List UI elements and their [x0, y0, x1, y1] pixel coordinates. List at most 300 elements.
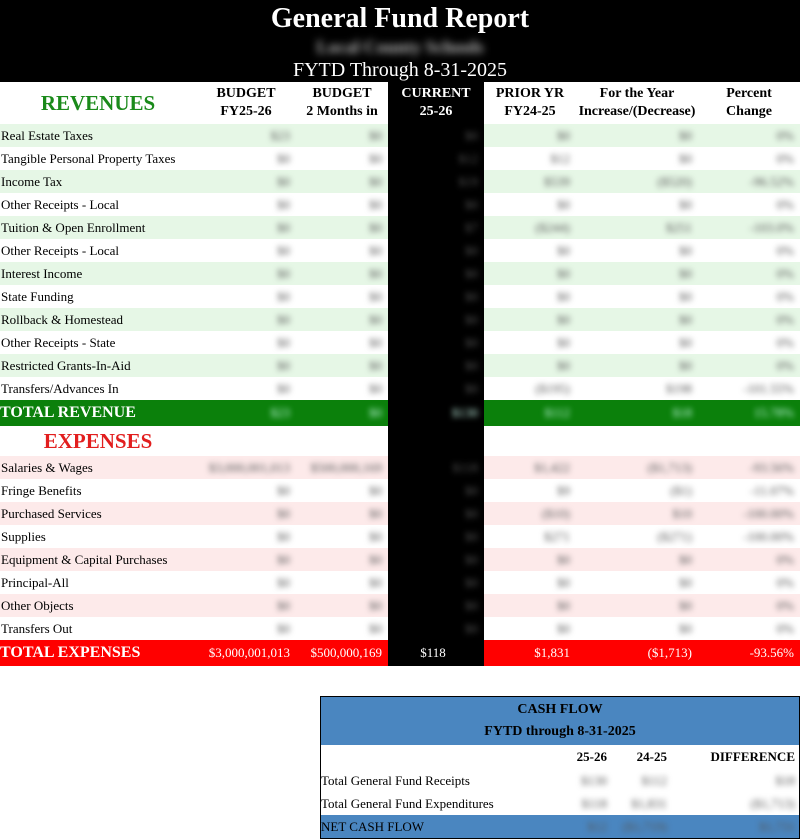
expense-row-value [484, 525, 576, 548]
cash-flow-row-label: Total General Fund Expenditures [321, 796, 494, 811]
revenue-row-value [296, 147, 388, 170]
expense-row-value [698, 525, 800, 548]
revenue-row-value-text: $0 [277, 289, 290, 304]
expense-row-value [196, 502, 296, 525]
revenue-row [0, 216, 800, 239]
expenses-heading-row [0, 426, 800, 456]
cash-flow-period: FYTD through 8-31-2025 [321, 721, 799, 745]
revenue-row-value [388, 239, 484, 262]
expense-row-value-text: $0 [465, 575, 478, 590]
expense-row-value [576, 571, 698, 594]
revenue-row-value-text: $0 [277, 358, 290, 373]
expense-row-value-text: $0 [277, 529, 290, 544]
revenue-row-value [698, 239, 800, 262]
revenue-row-value [484, 124, 576, 147]
revenue-row-value [576, 216, 698, 239]
cash-flow-row-value [671, 815, 799, 838]
expense-row-label: Equipment & Capital Purchases [1, 552, 168, 567]
revenue-row-value-text: $0 [679, 358, 692, 373]
col-year-change-text: For the Year Increase/(Decrease) [578, 86, 696, 119]
expense-row-value-text: $0 [369, 552, 382, 567]
revenue-row-value-text: $0 [557, 128, 570, 143]
expense-row-value [388, 479, 484, 502]
expense-row-value [698, 617, 800, 640]
column-header-row [0, 82, 800, 124]
revenue-row-value-text: $0 [369, 151, 382, 166]
total-revenue-label: TOTAL REVENUE [0, 400, 196, 426]
revenue-row-value [576, 331, 698, 354]
total-expenses-budget-months: $500,000,169 [296, 640, 388, 666]
cash-flow-header-blank [321, 745, 559, 769]
expense-row-value [196, 617, 296, 640]
total-expenses-change: ($1,713) [576, 640, 698, 666]
revenue-row-value [296, 124, 388, 147]
revenue-row-value-text: $0 [465, 312, 478, 327]
total-expenses-current: $118 [388, 640, 484, 666]
revenue-row-label: Transfers/Advances In [1, 381, 119, 396]
revenue-row-value [388, 262, 484, 285]
revenue-row-value-text: 0% [776, 197, 794, 212]
expense-row-value [576, 594, 698, 617]
revenue-row-value [576, 239, 698, 262]
expense-row-value-text: $10 [672, 506, 692, 521]
expense-row-label: Other Objects [1, 598, 74, 613]
report-period: FYTD Through 8-31-2025 [292, 59, 508, 81]
cash-flow-row-value [559, 769, 611, 792]
revenue-row-value-text: $7 [465, 220, 478, 235]
expenses-heading: EXPENSES [43, 428, 153, 453]
cash-flow-row-label: NET CASH FLOW [321, 815, 559, 838]
revenue-row-value [484, 193, 576, 216]
expense-row-value [196, 525, 296, 548]
expense-row-value-text: $0 [679, 575, 692, 590]
revenue-row-value-text: 0% [776, 289, 794, 304]
expense-row-value [296, 548, 388, 571]
revenue-row-value [388, 308, 484, 331]
expense-row-value [576, 479, 698, 502]
revenue-row-label: Tangible Personal Property Taxes [1, 151, 176, 166]
expense-row [0, 456, 800, 479]
revenue-row-value-text: -101.55% [743, 381, 794, 396]
cash-flow-row [321, 815, 799, 838]
revenue-row-value [698, 170, 800, 193]
revenue-row-value [296, 239, 388, 262]
revenue-row-value-text: $0 [679, 335, 692, 350]
revenue-row-value [296, 170, 388, 193]
revenue-row-value-text: $0 [679, 289, 692, 304]
expense-row-value-text: $0 [369, 598, 382, 613]
expense-row-value [388, 456, 484, 479]
expense-row-value-text: $0 [369, 529, 382, 544]
cash-flow-row-value [611, 792, 671, 815]
expense-row-value-text: 0% [776, 575, 794, 590]
revenue-row-value [196, 239, 296, 262]
expense-row-label: Principal-All [1, 575, 69, 590]
revenue-row-value [698, 377, 800, 400]
revenue-row-value-text: $198 [666, 381, 692, 396]
col-percent [698, 82, 800, 124]
total-revenue-prior-value: $112 [544, 405, 570, 420]
revenue-row-value-text: $0 [369, 312, 382, 327]
expense-row-value-text: $0 [277, 621, 290, 636]
revenue-row-value [388, 216, 484, 239]
total-revenue-change-value: $18 [672, 405, 692, 420]
revenue-row-value-text: $0 [369, 335, 382, 350]
expense-row-value-text: $0 [557, 552, 570, 567]
revenue-row-value-text: $12 [550, 151, 570, 166]
expense-row-value-text: 0% [776, 598, 794, 613]
revenue-row-value [576, 262, 698, 285]
revenue-row-value-text: $0 [277, 381, 290, 396]
col-current [388, 82, 484, 124]
revenue-row-value [296, 285, 388, 308]
col-prior [484, 82, 576, 124]
general-fund-table [0, 82, 800, 666]
expense-row [0, 594, 800, 617]
expense-row-value [576, 548, 698, 571]
revenue-row-value-text: 0% [776, 312, 794, 327]
expense-row-value-text: $0 [277, 506, 290, 521]
revenue-row-value-text: -96.52% [749, 174, 794, 189]
expense-row-value [196, 571, 296, 594]
cash-flow-rows [321, 769, 799, 838]
cash-flow-row-value [611, 769, 671, 792]
revenue-row-value [698, 308, 800, 331]
revenue-row-value-text: ($520) [657, 174, 692, 189]
revenue-row-value [698, 262, 800, 285]
cash-flow-panel [320, 696, 800, 839]
revenue-row-value [698, 124, 800, 147]
revenue-row-label: Other Receipts - State [1, 335, 116, 350]
revenue-row-value-text: 0% [776, 335, 794, 350]
revenue-row [0, 124, 800, 147]
expense-row-value [296, 479, 388, 502]
revenue-row-value-text: 0% [776, 358, 794, 373]
revenue-row-value-text: $0 [277, 243, 290, 258]
revenue-row-value [196, 354, 296, 377]
revenue-row-value-text: $0 [679, 151, 692, 166]
revenue-row-value [484, 285, 576, 308]
revenue-row-value-text: $0 [277, 174, 290, 189]
spacer [576, 426, 698, 456]
expense-row-value [196, 548, 296, 571]
revenue-row-value [296, 262, 388, 285]
expense-row-value-text: $0 [369, 506, 382, 521]
revenue-row-value [484, 308, 576, 331]
col-budget-text: BUDGET FY25-26 [216, 86, 276, 119]
expense-row-value-text: $0 [679, 598, 692, 613]
expense-row-value-text: 0% [776, 552, 794, 567]
expense-row-value-text: $0 [277, 575, 290, 590]
expense-row-value-text: -100.00% [743, 529, 794, 544]
revenue-row [0, 262, 800, 285]
expense-row-value [388, 525, 484, 548]
expense-row-value [296, 617, 388, 640]
district-name: Local County Schools [316, 37, 484, 57]
revenue-row [0, 239, 800, 262]
expense-row-value [484, 456, 576, 479]
expense-row-value [698, 502, 800, 525]
total-expenses-prior: $1,831 [484, 640, 576, 666]
col-percent-text: Percent Change [726, 86, 772, 119]
cash-flow-row-value-text: $12 [587, 819, 607, 834]
revenue-row-value-text: $0 [557, 312, 570, 327]
expense-rows [0, 456, 800, 640]
revenue-row-value-text: 0% [776, 128, 794, 143]
expense-row-value [698, 479, 800, 502]
expense-row-value-text: $0 [465, 552, 478, 567]
revenue-row-value-text: 0% [776, 266, 794, 281]
revenue-row [0, 193, 800, 216]
revenue-row-value-text: -103.0% [749, 220, 794, 235]
expense-row-value [296, 571, 388, 594]
revenue-row-value-text: $0 [465, 289, 478, 304]
expense-row-value-text: ($10) [541, 506, 570, 521]
revenue-row-value [576, 285, 698, 308]
revenue-row-value [296, 354, 388, 377]
revenue-row-value [698, 285, 800, 308]
total-expenses-row [0, 640, 800, 666]
revenue-row-value [196, 170, 296, 193]
revenue-row-value-text: $0 [465, 197, 478, 212]
expense-row-value-text: $0 [369, 575, 382, 590]
revenue-row-value [296, 331, 388, 354]
revenue-row-value-text: 0% [776, 243, 794, 258]
revenue-row-value-text: $0 [557, 243, 570, 258]
revenue-row-value-text: $0 [369, 128, 382, 143]
revenue-row-value-text: $0 [465, 381, 478, 396]
col-prior-text: PRIOR YR FY24-25 [495, 86, 565, 119]
expense-row-label: Transfers Out [1, 621, 73, 636]
revenue-row-value [576, 193, 698, 216]
revenue-row-value-text: $0 [465, 335, 478, 350]
revenue-row-value [484, 239, 576, 262]
cash-flow-row-value-text: $130 [581, 773, 607, 788]
expense-row-value-text: $9 [557, 483, 570, 498]
expense-row-value-text: $0 [465, 529, 478, 544]
expense-row-value-text: -93.56% [749, 460, 794, 475]
revenue-row-value [576, 147, 698, 170]
revenue-row-value [576, 124, 698, 147]
total-revenue-current [388, 400, 484, 426]
revenue-row-value [576, 377, 698, 400]
expense-row-value-text: $0 [465, 506, 478, 521]
revenue-row-value-text: $23 [270, 128, 290, 143]
cash-flow-row [321, 792, 799, 815]
cash-flow-row [321, 769, 799, 792]
expense-row-value [484, 571, 576, 594]
expense-row-value [484, 479, 576, 502]
expense-row-value [484, 594, 576, 617]
cash-flow-row-value-text: ($1,713) [750, 796, 795, 811]
revenue-row-value-text: $0 [465, 266, 478, 281]
revenue-row-value [388, 331, 484, 354]
expense-row-value-text: $0 [557, 621, 570, 636]
revenue-row-value [576, 354, 698, 377]
revenue-row-value [196, 285, 296, 308]
total-revenue-budget-value: $23 [270, 405, 290, 420]
report-header [0, 0, 800, 82]
cash-flow-row-value-text: $18 [775, 773, 795, 788]
revenue-row-value-text: $0 [679, 243, 692, 258]
revenue-row-value-text: $0 [465, 243, 478, 258]
revenue-row-value [484, 262, 576, 285]
revenue-row-value [388, 124, 484, 147]
revenue-row-value [484, 354, 576, 377]
cash-flow-header-row [321, 745, 799, 769]
expense-row-value-text: $1,422 [534, 460, 570, 475]
revenue-row-value-text: $0 [557, 289, 570, 304]
revenue-row-label: Income Tax [1, 174, 63, 189]
revenue-row-value-text: ($195) [535, 381, 570, 396]
expense-row-value [388, 617, 484, 640]
expense-row-value [698, 571, 800, 594]
revenue-row-value-text: $0 [557, 266, 570, 281]
cash-flow-row-value-text: $1,731 [759, 819, 795, 834]
revenue-row-value-text: $0 [369, 289, 382, 304]
expense-row-value-text: $0 [277, 483, 290, 498]
expense-row-value-text: $0 [369, 483, 382, 498]
expense-row-value [484, 502, 576, 525]
expense-row-value-text: $3,000,001,013 [208, 460, 290, 475]
revenue-row-label: Restricted Grants-In-Aid [1, 358, 131, 373]
revenue-row-value-text: $0 [277, 197, 290, 212]
expense-row-value-text: $0 [557, 575, 570, 590]
expense-row-value [576, 502, 698, 525]
expense-row-value-text: -11.07% [750, 483, 794, 498]
revenue-row-value [196, 147, 296, 170]
expense-row-value [388, 571, 484, 594]
expense-row-value [698, 456, 800, 479]
cash-flow-col-prior: 24-25 [636, 749, 667, 764]
revenue-row [0, 147, 800, 170]
expense-row-value [196, 479, 296, 502]
cash-flow-row-value-text: $112 [641, 773, 667, 788]
revenue-row [0, 285, 800, 308]
revenue-row-value [296, 216, 388, 239]
revenue-row-value-text: $251 [666, 220, 692, 235]
cash-flow-row-value [559, 815, 611, 838]
cash-flow-row-label: Total General Fund Receipts [321, 773, 470, 788]
expense-row [0, 502, 800, 525]
col-current-text: CURRENT 25-26 [401, 86, 471, 119]
revenues-heading: REVENUES [40, 91, 156, 115]
revenue-row-value [296, 308, 388, 331]
revenue-row-value [388, 377, 484, 400]
revenue-row-value [698, 354, 800, 377]
expense-row-value-text: $0 [679, 552, 692, 567]
revenue-row-value [484, 331, 576, 354]
expense-row-value-text: -100.00% [743, 506, 794, 521]
spacer [196, 426, 296, 456]
revenue-row-value [196, 377, 296, 400]
total-revenue-budget-months-value: $0 [369, 405, 382, 420]
expense-row [0, 571, 800, 594]
cash-flow-row-value [671, 769, 799, 792]
revenue-row-label: Other Receipts - Local [1, 197, 120, 212]
total-expenses-percent: -93.56% [698, 640, 800, 666]
revenue-row-value [484, 216, 576, 239]
revenue-row-value [698, 331, 800, 354]
expense-row-value [698, 594, 800, 617]
revenue-row [0, 170, 800, 193]
expense-row [0, 617, 800, 640]
expense-row-value-text: $500,000,169 [310, 460, 382, 475]
col-budget-months-text: BUDGET 2 Months in [306, 86, 378, 119]
revenue-row [0, 354, 800, 377]
cash-flow-col-difference: DIFFERENCE [710, 749, 795, 764]
spacer [484, 426, 576, 456]
revenue-row-label: State Funding [1, 289, 74, 304]
expense-row-value [388, 502, 484, 525]
cash-flow-row-value-text: $118 [581, 796, 607, 811]
col-year-change [576, 82, 698, 124]
revenue-row-value-text: $0 [277, 151, 290, 166]
expense-row-value-text: $0 [465, 598, 478, 613]
expense-row-value [576, 617, 698, 640]
revenue-row-value-text: $0 [557, 358, 570, 373]
revenue-row-value-text: $0 [369, 174, 382, 189]
expense-row-value [196, 456, 296, 479]
expense-row-value [296, 502, 388, 525]
current-column-band [388, 426, 484, 456]
revenue-row-value [576, 170, 698, 193]
revenue-row-value [196, 193, 296, 216]
revenue-row-value [484, 147, 576, 170]
revenue-row-value-text: $0 [679, 312, 692, 327]
revenue-row-value-text: $0 [277, 266, 290, 281]
revenue-row-value [388, 193, 484, 216]
expense-row-value [576, 525, 698, 548]
revenue-row-value-text: $0 [679, 128, 692, 143]
total-revenue-budget-months [296, 400, 388, 426]
expense-row-value [388, 548, 484, 571]
revenue-row-label: Rollback & Homestead [1, 312, 124, 327]
expense-row-value [296, 525, 388, 548]
revenue-row-value-text: $0 [557, 197, 570, 212]
expense-row-value-text: ($1,713) [647, 460, 692, 475]
revenue-row-value [296, 377, 388, 400]
expense-row-value [296, 456, 388, 479]
expense-row-value-text: $0 [369, 621, 382, 636]
expense-row-value-text: $271 [544, 529, 570, 544]
expense-row-value [698, 548, 800, 571]
expense-row-label: Supplies [1, 529, 46, 544]
revenue-row-value-text: $0 [369, 243, 382, 258]
expense-row-label: Salaries & Wages [1, 460, 93, 475]
revenue-row-value-text: ($244) [535, 220, 570, 235]
expense-row-value [388, 594, 484, 617]
revenue-row-value [388, 147, 484, 170]
spacer [698, 426, 800, 456]
report-title: General Fund Report [270, 3, 530, 34]
cash-flow-col-current: 25-26 [576, 749, 607, 764]
col-budget-months [296, 82, 388, 124]
revenue-row-value [698, 193, 800, 216]
revenue-row-label: Other Receipts - Local [1, 243, 120, 258]
revenue-row-value-text: $0 [679, 266, 692, 281]
revenue-row-value-text: $0 [369, 266, 382, 281]
revenue-row-value [576, 308, 698, 331]
cash-flow-row-value [559, 792, 611, 815]
revenue-row-value-text: $0 [277, 335, 290, 350]
expense-row-value-text: $0 [277, 552, 290, 567]
revenue-row [0, 331, 800, 354]
expense-row-value [484, 548, 576, 571]
cash-flow-title: CASH FLOW [321, 697, 799, 721]
revenue-row-value [196, 262, 296, 285]
revenue-row-value [196, 331, 296, 354]
